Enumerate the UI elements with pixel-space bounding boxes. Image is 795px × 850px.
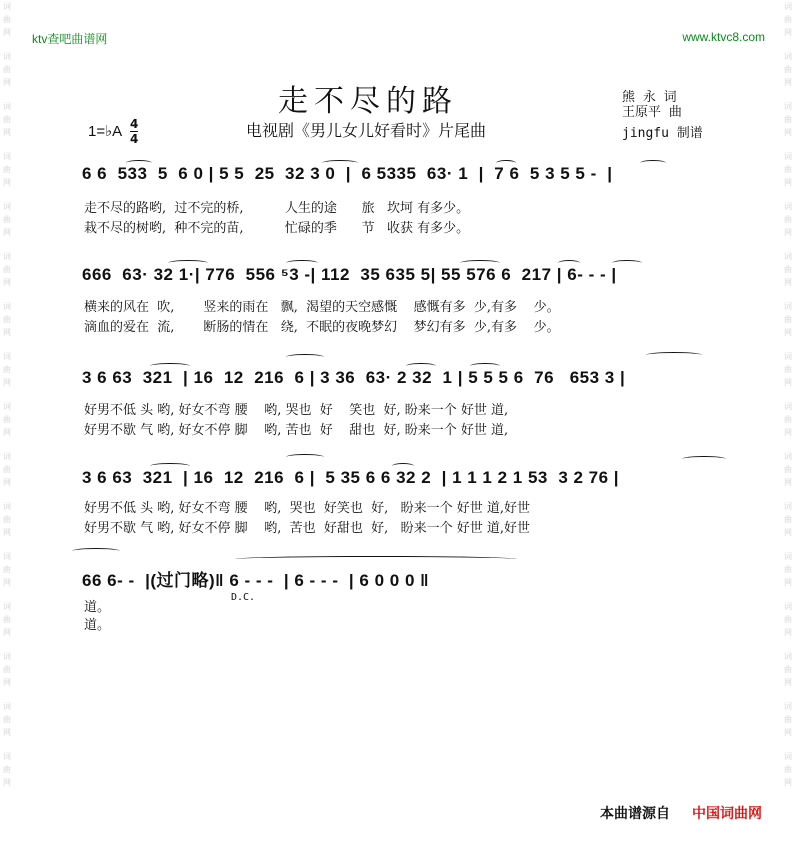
source-brand-link[interactable]: 中国词曲网 [692, 806, 762, 822]
slur-mark [236, 556, 516, 562]
watermark-glyph: 词 [3, 502, 11, 511]
watermark-glyph: 曲 [3, 715, 11, 724]
watermark-glyph: 网 [784, 678, 792, 687]
lyric-row-3-verse-1: 好男不低 头 哟, 好女不弯 腰 哟, 哭也 好 笑也 好, 盼来一个 好世 道, [84, 403, 509, 418]
source-label: 本曲谱源自 [600, 806, 670, 822]
source-credit [600, 803, 762, 823]
watermark-glyph: 曲 [784, 465, 792, 474]
watermark-glyph: 网 [784, 428, 792, 437]
watermark-glyph: 网 [3, 628, 11, 637]
lyric-row-4-verse-1: 好男不低 头 哟, 好女不弯 腰 哟, 哭也 好笑也 好, 盼来一个 好世 道,好世 [84, 501, 531, 516]
watermark-glyph: 曲 [784, 615, 792, 624]
slur-mark [168, 260, 208, 266]
watermark-glyph: 词 [784, 752, 792, 761]
watermark-glyph: 词 [784, 152, 792, 161]
watermark-glyph: 词 [784, 502, 792, 511]
watermark-glyph: 词 [784, 102, 792, 111]
site-url-right: www.ktvc8.com [682, 30, 765, 44]
watermark-glyph: 词 [3, 252, 11, 261]
watermark-glyph: 网 [784, 328, 792, 337]
right-watermark-strip [781, 0, 795, 850]
watermark-glyph: 词 [3, 652, 11, 661]
watermark-glyph: 曲 [3, 165, 11, 174]
da-capo-mark: D.C. [231, 592, 256, 603]
watermark-glyph: 曲 [784, 215, 792, 224]
watermark-glyph: 网 [3, 378, 11, 387]
slur-mark [150, 363, 190, 369]
watermark-glyph: 曲 [784, 365, 792, 374]
watermark-glyph: 网 [784, 128, 792, 137]
lyric-row-2-verse-1: 横来的风在 吹, 竖来的雨在 飘, 渴望的天空感慨 感慨有多 少,有多 少。 [84, 300, 560, 315]
site-name-left: ktv查吧曲谱网 [32, 32, 108, 46]
watermark-glyph: 曲 [3, 465, 11, 474]
slur-mark [640, 160, 666, 166]
key-signature: 1=♭A [88, 123, 123, 140]
watermark-glyph: 曲 [784, 515, 792, 524]
watermark-glyph: 曲 [3, 515, 11, 524]
watermark-glyph: 曲 [3, 265, 11, 274]
slur-mark [646, 352, 702, 358]
lyric-row-5-verse-2: 道。 [84, 618, 111, 633]
slur-mark [286, 260, 318, 266]
watermark-glyph: 词 [3, 202, 11, 211]
slur-mark [126, 160, 152, 166]
watermark-glyph: 词 [3, 152, 11, 161]
watermark-glyph: 曲 [784, 65, 792, 74]
left-watermark-strip [0, 0, 14, 850]
watermark-glyph: 网 [3, 678, 11, 687]
time-sig-top: 4 [130, 117, 139, 131]
watermark-glyph: 曲 [3, 415, 11, 424]
composer-credit: 王原平 曲 [622, 105, 682, 120]
watermark-glyph: 词 [3, 452, 11, 461]
watermark-glyph: 网 [3, 778, 11, 787]
slur-mark [286, 454, 324, 460]
lyric-row-2-verse-2: 滴血的爱在 流, 断肠的情在 绕, 不眠的夜晚梦幻 梦幻有多 少,有多 少。 [84, 320, 560, 335]
watermark-glyph: 网 [3, 178, 11, 187]
watermark-glyph: 曲 [784, 715, 792, 724]
watermark-glyph: 网 [784, 228, 792, 237]
slur-mark [392, 463, 414, 469]
lyric-row-5-verse-1: 道。 [84, 600, 111, 615]
slur-mark [322, 160, 358, 166]
watermark-glyph: 网 [3, 528, 11, 537]
slur-mark [558, 260, 580, 266]
watermark-glyph: 词 [3, 402, 11, 411]
watermark-glyph: 网 [784, 728, 792, 737]
lyric-row-3-verse-2: 好男不歇 气 哟, 好女不停 脚 哟, 苦也 好 甜也 好, 盼来一个 好世 道, [84, 423, 509, 438]
watermark-glyph: 曲 [3, 215, 11, 224]
watermark-glyph: 词 [3, 352, 11, 361]
watermark-glyph: 词 [784, 352, 792, 361]
notation-row-3: 3 6 63 321 | 16 12 216 6 | 3 36 63· 2 32 1 | 5 5 5 6 76 653 3 | [82, 368, 626, 387]
watermark-glyph: 词 [784, 2, 792, 11]
watermark-glyph: 网 [784, 478, 792, 487]
watermark-glyph: 词 [3, 552, 11, 561]
slur-mark [286, 354, 324, 360]
slur-mark [72, 548, 120, 554]
watermark-glyph: 网 [3, 478, 11, 487]
watermark-glyph: 曲 [3, 365, 11, 374]
watermark-glyph: 词 [3, 52, 11, 61]
slur-mark [496, 160, 516, 166]
slur-mark [460, 260, 500, 266]
watermark-glyph: 曲 [3, 315, 11, 324]
watermark-glyph: 网 [784, 778, 792, 787]
watermark-glyph: 网 [3, 128, 11, 137]
notation-row-4: 3 6 63 321 | 16 12 216 6 | 5 35 6 6 32 2 | 1 1 1 2 1 53 3 2 76 | [82, 468, 620, 487]
watermark-glyph: 网 [3, 428, 11, 437]
watermark-glyph: 曲 [3, 565, 11, 574]
notation-row-5: 66 6- - |(过门略)‖ 6 - - - | 6 - - - | 6 0 0 0 ‖ [82, 571, 430, 590]
watermark-glyph: 曲 [784, 265, 792, 274]
watermark-glyph: 词 [784, 52, 792, 61]
watermark-glyph: 词 [3, 602, 11, 611]
watermark-glyph: 曲 [3, 765, 11, 774]
lyric-row-1-verse-1: 走不尽的路哟, 过不完的桥, 人生的途 旅 坎坷 有多少。 [84, 201, 470, 216]
lyric-row-4-verse-2: 好男不歇 气 哟, 好女不停 脚 哟, 苦也 好甜也 好, 盼来一个 好世 道,好世 [84, 521, 531, 536]
notation-row-1: 6 6 533 5 6 0 | 5 5 25 32 3 0 | 6 5335 63· 1 | 7 6 5 3 5 5 - | [82, 164, 613, 183]
watermark-glyph: 曲 [784, 15, 792, 24]
watermark-glyph: 词 [3, 2, 11, 11]
watermark-glyph: 词 [784, 202, 792, 211]
song-subtitle: 电视剧《男儿女儿好看时》片尾曲 [246, 121, 487, 140]
song-title: 走不尽的路 [278, 84, 458, 119]
watermark-glyph: 网 [3, 728, 11, 737]
watermark-glyph: 词 [784, 652, 792, 661]
watermark-glyph: 曲 [3, 65, 11, 74]
watermark-glyph: 曲 [784, 165, 792, 174]
watermark-glyph: 网 [3, 578, 11, 587]
slur-mark [150, 463, 190, 469]
watermark-glyph: 词 [784, 252, 792, 261]
notation-row-2: 666 63· 32 1·| 776 556 ⁵3 -| 112 35 635 5| 55 576 6 217 | 6- - - | [82, 265, 617, 284]
watermark-glyph: 曲 [784, 115, 792, 124]
watermark-glyph: 词 [784, 452, 792, 461]
watermark-glyph: 网 [784, 178, 792, 187]
lyricist-credit: 熊 永 词 [622, 90, 677, 105]
watermark-glyph: 曲 [784, 765, 792, 774]
watermark-glyph: 词 [784, 402, 792, 411]
watermark-glyph: 网 [3, 328, 11, 337]
watermark-glyph: 曲 [3, 615, 11, 624]
time-sig-bottom: 4 [130, 132, 139, 146]
watermark-glyph: 网 [784, 78, 792, 87]
watermark-glyph: 词 [3, 702, 11, 711]
watermark-glyph: 曲 [3, 115, 11, 124]
watermark-glyph: 词 [784, 552, 792, 561]
slur-mark [470, 363, 500, 369]
watermark-glyph: 词 [784, 602, 792, 611]
watermark-glyph: 网 [784, 28, 792, 37]
watermark-glyph: 网 [3, 278, 11, 287]
slur-mark [406, 363, 436, 369]
watermark-glyph: 词 [784, 302, 792, 311]
watermark-glyph: 词 [3, 752, 11, 761]
watermark-glyph: 网 [784, 278, 792, 287]
watermark-glyph: 网 [3, 28, 11, 37]
watermark-glyph: 曲 [784, 415, 792, 424]
watermark-glyph: 网 [784, 528, 792, 537]
watermark-glyph: 曲 [3, 665, 11, 674]
watermark-glyph: 曲 [784, 315, 792, 324]
watermark-glyph: 曲 [3, 15, 11, 24]
watermark-glyph: 网 [3, 228, 11, 237]
watermark-glyph: 网 [784, 378, 792, 387]
watermark-glyph: 词 [784, 702, 792, 711]
lyric-row-1-verse-2: 栽不尽的树哟, 种不完的苗, 忙碌的季 节 收获 有多少。 [84, 221, 470, 236]
watermark-glyph: 曲 [784, 665, 792, 674]
watermark-glyph: 网 [784, 578, 792, 587]
slur-mark [612, 260, 642, 266]
arranger-credit: jingfu 制谱 [622, 126, 703, 141]
time-signature [130, 118, 138, 145]
watermark-glyph: 曲 [784, 565, 792, 574]
watermark-glyph: 网 [784, 628, 792, 637]
watermark-glyph: 网 [3, 78, 11, 87]
slur-mark [682, 456, 726, 462]
watermark-glyph: 词 [3, 102, 11, 111]
watermark-glyph: 词 [3, 302, 11, 311]
